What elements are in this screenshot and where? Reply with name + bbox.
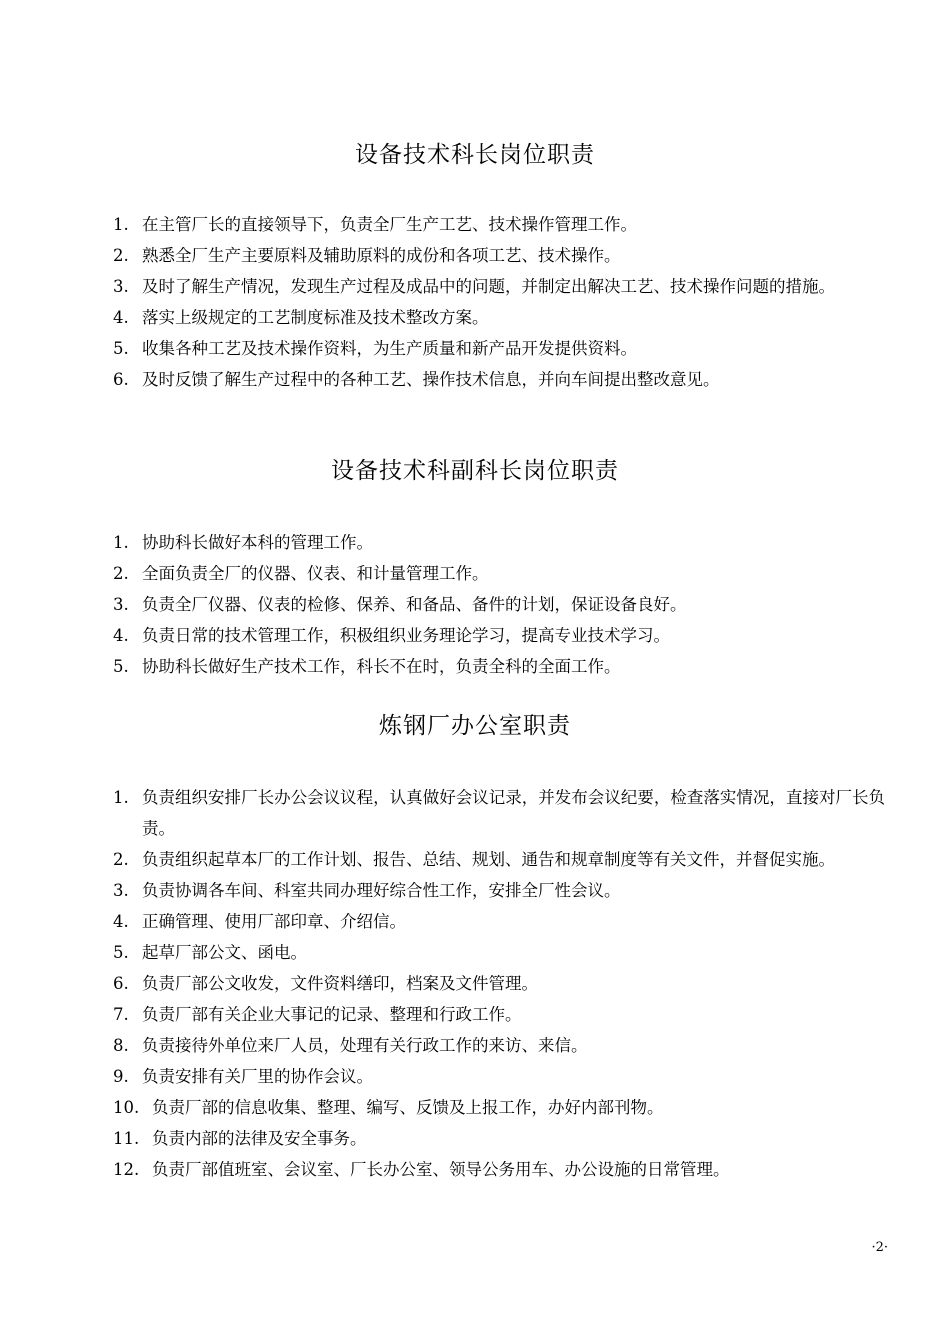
item-number: 9.	[113, 1067, 129, 1086]
item-text: 负责日常的技术管理工作，积极组织业务理论学习，提高专业技术学习。	[142, 626, 670, 645]
item-text: 在主管厂长的直接领导下，负责全厂生产工艺、技术操作管理工作。	[142, 215, 637, 234]
item-number: 4.	[113, 308, 129, 327]
item-text: 负责组织安排厂长办公会议议程，认真做好会议记录，并发布会议纪要，检查落实情况，直接对厂长负责。	[142, 788, 885, 838]
item-text: 负责安排有关厂里的协作会议。	[142, 1067, 373, 1086]
item-number: 1.	[113, 788, 129, 807]
item-text: 负责接待外单位来厂人员，处理有关行政工作的来访、来信。	[142, 1036, 588, 1055]
item-number: 1.	[113, 215, 129, 234]
duty-list-office	[110, 782, 885, 1185]
list-item	[110, 271, 885, 302]
item-text: 落实上级规定的工艺制度标准及技术整改方案。	[142, 308, 489, 327]
list-item	[110, 333, 885, 364]
item-number: 3.	[113, 881, 129, 900]
item-number: 5.	[113, 339, 129, 358]
item-number: 2.	[113, 564, 129, 583]
item-number: 7.	[113, 1005, 129, 1024]
item-text: 负责厂部公文收发，文件资料缮印，档案及文件管理。	[142, 974, 538, 993]
list-item	[110, 651, 885, 682]
list-item	[110, 875, 885, 906]
item-number: 6.	[113, 974, 129, 993]
list-item	[110, 209, 885, 240]
item-number: 8.	[113, 1036, 129, 1055]
list-item	[110, 782, 885, 844]
list-item	[110, 240, 885, 271]
item-text: 正确管理、使用厂部印章、介绍信。	[142, 912, 406, 931]
list-item	[110, 999, 885, 1030]
list-item	[110, 1061, 885, 1092]
list-item	[110, 527, 885, 558]
duty-list-deputy-chief	[110, 527, 885, 682]
item-text: 负责协调各车间、科室共同办理好综合性工作，安排全厂性会议。	[142, 881, 621, 900]
item-number: 2.	[113, 246, 129, 265]
list-item	[110, 620, 885, 651]
item-number: 4.	[113, 912, 129, 931]
section-title-office: 炼钢厂办公室职责	[379, 713, 571, 739]
item-text: 负责全厂仪器、仪表的检修、保养、和备品、备件的计划，保证设备良好。	[142, 595, 687, 614]
duty-list-chief	[110, 209, 885, 395]
item-number: 3.	[113, 595, 129, 614]
item-text: 及时反馈了解生产过程中的各种工艺、操作技术信息，并向车间提出整改意见。	[142, 370, 720, 389]
list-item	[110, 302, 885, 333]
list-item	[110, 1092, 885, 1123]
list-item	[110, 589, 885, 620]
list-item	[110, 558, 885, 589]
section-title-chief: 设备技术科长岗位职责	[355, 142, 595, 168]
list-item	[110, 844, 885, 875]
item-number: 3.	[113, 277, 129, 296]
item-text: 负责组织起草本厂的工作计划、报告、总结、规划、通告和规章制度等有关文件，并督促实施。	[142, 850, 835, 869]
list-item	[110, 906, 885, 937]
list-item	[110, 1123, 885, 1154]
item-text: 熟悉全厂生产主要原料及辅助原料的成份和各项工艺、技术操作。	[142, 246, 621, 265]
list-item	[110, 1030, 885, 1061]
item-text: 起草厂部公文、函电。	[142, 943, 307, 962]
section-title-deputy-chief: 设备技术科副科长岗位职责	[331, 458, 619, 484]
list-item	[110, 937, 885, 968]
item-number: 10.	[113, 1098, 140, 1117]
page-number: ·2·	[871, 1240, 888, 1255]
item-text: 全面负责全厂的仪器、仪表、和计量管理工作。	[142, 564, 489, 583]
item-number: 5.	[113, 943, 129, 962]
list-item	[110, 1154, 885, 1185]
item-number: 2.	[113, 850, 129, 869]
item-text: 及时了解生产情况，发现生产过程及成品中的问题，并制定出解决工艺、技术操作问题的措施。	[142, 277, 835, 296]
item-number: 5.	[113, 657, 129, 676]
item-text: 负责厂部的信息收集、整理、编写、反馈及上报工作，办好内部刊物。	[152, 1098, 664, 1117]
item-number: 1.	[113, 533, 129, 552]
item-text: 负责内部的法律及安全事务。	[152, 1129, 367, 1148]
item-text: 协助科长做好生产技术工作，科长不在时，负责全科的全面工作。	[142, 657, 621, 676]
item-text: 负责厂部有关企业大事记的记录、整理和行政工作。	[142, 1005, 522, 1024]
item-number: 12.	[113, 1160, 140, 1179]
list-item	[110, 364, 885, 395]
list-item	[110, 968, 885, 999]
item-text: 协助科长做好本科的管理工作。	[142, 533, 373, 552]
item-text: 收集各种工艺及技术操作资料，为生产质量和新产品开发提供资料。	[142, 339, 637, 358]
item-number: 4.	[113, 626, 129, 645]
item-text: 负责厂部值班室、会议室、厂长办公室、领导公务用车、办公设施的日常管理。	[152, 1160, 730, 1179]
item-number: 11.	[113, 1129, 140, 1148]
item-number: 6.	[113, 370, 129, 389]
